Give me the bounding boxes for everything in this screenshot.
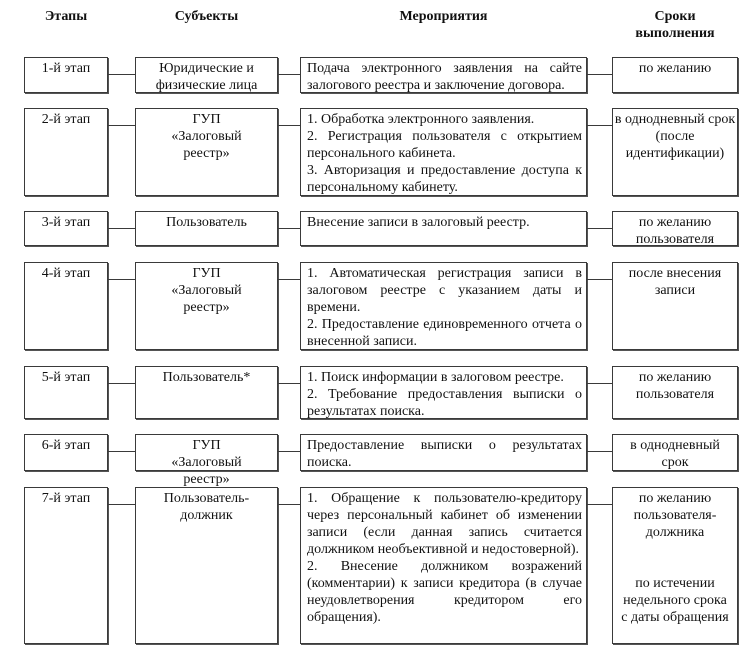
term-spacer (619, 541, 731, 575)
header-stages: Этапы (44, 9, 88, 24)
stage-box: 3-й этап (24, 211, 108, 246)
subject-box: Пользователь-должник (135, 487, 278, 644)
header-terms-line2: выполнения (635, 26, 715, 41)
term-text: в однодневный срок (после идентификации) (614, 112, 736, 161)
subject-box: ГУП «Залоговый реестр» (135, 434, 278, 471)
stage-box: 7-й этап (24, 487, 108, 644)
subject-box: ГУП «Залоговый реестр» (135, 262, 278, 350)
connector-line (278, 228, 300, 229)
connector-line (278, 74, 300, 75)
connector-line (108, 228, 135, 229)
term-text: по желанию (638, 61, 712, 76)
stage-box: 6-й этап (24, 434, 108, 471)
subject-box: Юридические и физические лица (135, 57, 278, 93)
activity-item: 1. Поиск информации в залоговом реестре. (307, 370, 564, 385)
activities-box (300, 211, 587, 246)
activity-item: 2. Требование предоставления выписки о результатах поиска. (307, 387, 582, 419)
term-box (612, 262, 738, 350)
activities-box (300, 108, 587, 196)
term-box (612, 57, 738, 93)
stage-box: 2-й этап (24, 108, 108, 196)
term-box (612, 108, 738, 196)
term-text: по желанию пользователя (635, 215, 715, 247)
activity-item: Внесение записи в залоговый реестр. (307, 215, 530, 230)
activity-item: Предоставление выписки о результатах поиска. (307, 438, 582, 470)
activity-item: 1. Автоматическая регистрация записи в залоговом реестре с указанием даты и времени. (307, 266, 582, 315)
connector-line (278, 504, 300, 505)
connector-line (587, 451, 612, 452)
activity-item: Подача электронного заявления на сайте залогового реестра и заключение договора. (307, 61, 582, 93)
term-box (612, 487, 738, 644)
connector-line (587, 504, 612, 505)
connector-line (587, 279, 612, 280)
term-text: по желанию пользователя-должника (633, 491, 717, 540)
connector-line (278, 279, 300, 280)
stage-box: 4-й этап (24, 262, 108, 350)
term-box (612, 434, 738, 471)
stage-box: 5-й этап (24, 366, 108, 419)
header-terms (612, 8, 738, 42)
connector-line (108, 504, 135, 505)
term-box (612, 211, 738, 246)
connector-line (108, 279, 135, 280)
connector-line (587, 125, 612, 126)
connector-line (108, 125, 135, 126)
activity-item: 3. Авторизация и предоставление доступа к персональному кабинету. (307, 163, 582, 195)
header-subjects: Субъекты (174, 9, 239, 24)
subject-box: Пользователь (135, 211, 278, 246)
activities-box (300, 262, 587, 350)
connector-line (278, 125, 300, 126)
stage-box: 1-й этап (24, 57, 108, 93)
activity-item: 2. Предоставление единовременного отчета о внесенной записи. (307, 317, 582, 349)
connector-line (108, 74, 135, 75)
activities-box (300, 434, 587, 471)
connector-line (108, 451, 135, 452)
connector-line (108, 383, 135, 384)
term-text: после внесения записи (628, 266, 722, 298)
header-activities: Мероприятия (399, 9, 488, 24)
connector-line (587, 74, 612, 75)
subject-box: ГУП «Залоговый реестр» (135, 108, 278, 196)
activities-box (300, 57, 587, 93)
subject-box: Пользователь* (135, 366, 278, 419)
activity-item: 2. Регистрация пользователя с открытием персонального кабинета. (307, 129, 582, 161)
term-text: в однодневный срок (630, 438, 720, 470)
connector-line (587, 228, 612, 229)
activities-box (300, 366, 587, 419)
term-text: по желанию пользователя (635, 370, 715, 402)
connector-line (587, 383, 612, 384)
activity-item: 2. Внесение должником возражений (комментарии) к записи кредитора (в случае неудовлетворения кредитором его обращения). (307, 559, 582, 625)
connector-line (278, 451, 300, 452)
connector-line (278, 383, 300, 384)
header-terms-line1: Сроки (654, 9, 696, 24)
term-box (612, 366, 738, 419)
term-text: по истечении недельного срока с даты обращения (621, 576, 729, 625)
activity-item: 1. Обращение к пользователю-кредитору через персональный кабинет об изменении записи (если данная запись считается должником необъективной и недостоверной). (307, 491, 582, 557)
activities-box (300, 487, 587, 644)
activity-item: 1. Обработка электронного заявления. (307, 112, 535, 127)
